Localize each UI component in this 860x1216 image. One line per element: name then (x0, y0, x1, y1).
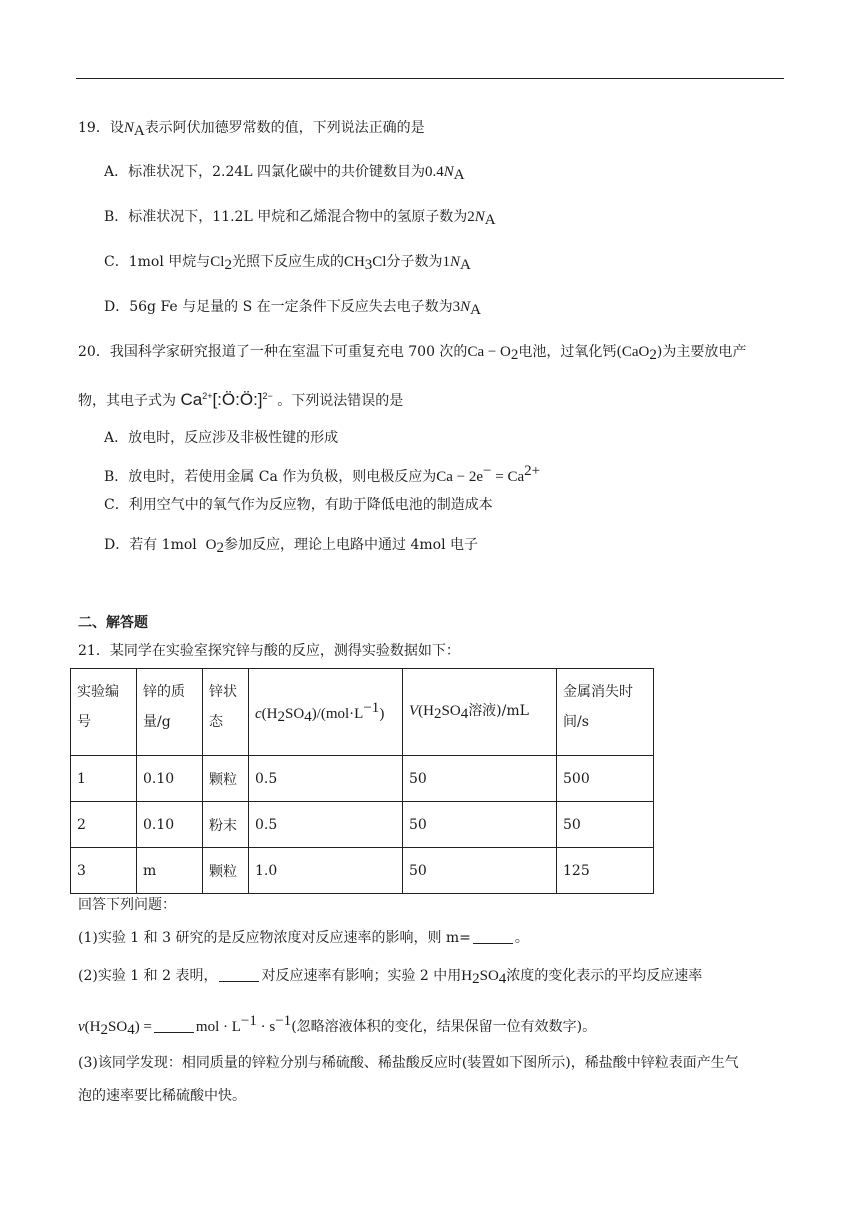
q21-part2: (2)实验 1 和 2 表明， 对反应速率有影响；实验 2 中用$H_2SO_4$浓度的变化表示的平均反应速率 (78, 968, 703, 987)
table-cell: 粉末 (203, 802, 249, 848)
table-cell: 50 (557, 802, 654, 848)
header-cell: 实验编号 (71, 669, 137, 756)
q19-stem: 19．设$N_A$表示阿伏加德罗常数的值，下列说法正确的是 (78, 120, 425, 139)
answer-blank[interactable] (219, 967, 259, 982)
table-header-row (71, 669, 654, 756)
table-cell: 颗粒 (203, 756, 249, 802)
table-cell: 0.5 (249, 756, 403, 802)
table-cell: 0.10 (137, 756, 203, 802)
header-rule (76, 78, 784, 79)
q19-option-d: D．56g Fe 与足量的 S 在一定条件下反应失去电子数为$3N_A$ (104, 299, 481, 318)
q20-stem: 20．我国科学家研究报道了一种在室温下可重复充电 700 次的$Ca - O_2$电池，过氧化钙(CaO$_2$)为主要放电产 (78, 344, 747, 363)
table-cell: 3 (71, 848, 137, 894)
header-cell: $V(H_2SO_4$溶液)/mL (403, 669, 557, 756)
q19-option-a: A．标准状况下，2.24L 四氯化碳中的共价键数目为$0.4N_A$ (104, 164, 465, 183)
q19-option-b: B．标准状况下，11.2L 甲烷和乙烯混合物中的氢原子数为$2N_A$ (104, 209, 496, 228)
answer-blank[interactable] (473, 929, 513, 944)
header-cell: 锌状态 (203, 669, 249, 756)
table-cell: 50 (403, 802, 557, 848)
electron-formula: $Ca^{2+}[:Ö:Ö:]^{2-}$ (180, 390, 273, 409)
table-row (71, 848, 654, 894)
experiment-table (70, 668, 654, 894)
table-row (71, 756, 654, 802)
table-cell: m (137, 848, 203, 894)
q20-option-b: B．放电时，若使用金属 Ca 作为负极，则电极反应为$Ca - 2e^- = Ca^{2+}$ (104, 463, 541, 485)
q21-part1: (1)实验 1 和 3 研究的是反应物浓度对反应速率的影响，则 m= 。 (78, 930, 529, 946)
q21-part3: (3)该同学发现：相同质量的锌粒分别与稀硫酸、稀盐酸反应时(装置如下图所示)，稀盐酸中锌粒表面产生气 (78, 1055, 739, 1071)
answer-intro: 回答下列问题： (78, 897, 176, 913)
table-row (71, 802, 654, 848)
header-cell: $c(H_2SO_4)/(mol\cdot L^{-1})$ (249, 669, 403, 756)
q21-part2-line2: $v(H_2SO_4)$ = mol · $L^{-1} \cdot s^{-1}$(忽略溶液体积的变化，结果保留一位有效数字)。 (78, 1013, 597, 1038)
q20-option-a: A．放电时，反应涉及非极性键的形成 (104, 430, 339, 446)
q19-option-c: C．1mol 甲烷与$Cl_2$光照下反应生成的$CH_3Cl$分子数为$1N_A$ (104, 254, 471, 273)
table-cell: 50 (403, 756, 557, 802)
table-cell: 0.5 (249, 802, 403, 848)
section-title: 二、解答题 (78, 615, 148, 631)
table-cell: 2 (71, 802, 137, 848)
q20-option-c: C．利用空气中的氧气作为反应物，有助于降低电池的制造成本 (104, 497, 493, 513)
table-cell: 125 (557, 848, 654, 894)
q21-part3-line2: 泡的速率要比稀硫酸中快。 (78, 1088, 246, 1104)
table-cell: 1 (71, 756, 137, 802)
table-cell: 颗粒 (203, 848, 249, 894)
header-cell: 金属消失时间/s (557, 669, 654, 756)
table-cell: 0.10 (137, 802, 203, 848)
table-cell: 1.0 (249, 848, 403, 894)
table-cell: 500 (557, 756, 654, 802)
answer-blank[interactable] (154, 1018, 194, 1033)
header-cell: 锌的质量/g (137, 669, 203, 756)
q20-stem-line2: 物，其电子式为 $Ca^{2+}[:Ö:Ö:]^{2-}$ 。下列说法错误的是 (78, 386, 403, 411)
q21-stem: 21．某同学在实验室探究锌与酸的反应，测得实验数据如下： (78, 643, 460, 659)
table-cell: 50 (403, 848, 557, 894)
q20-option-d: D．若有 1mol $O_2$参加反应，理论上电路中通过 4mol 电子 (104, 537, 479, 556)
